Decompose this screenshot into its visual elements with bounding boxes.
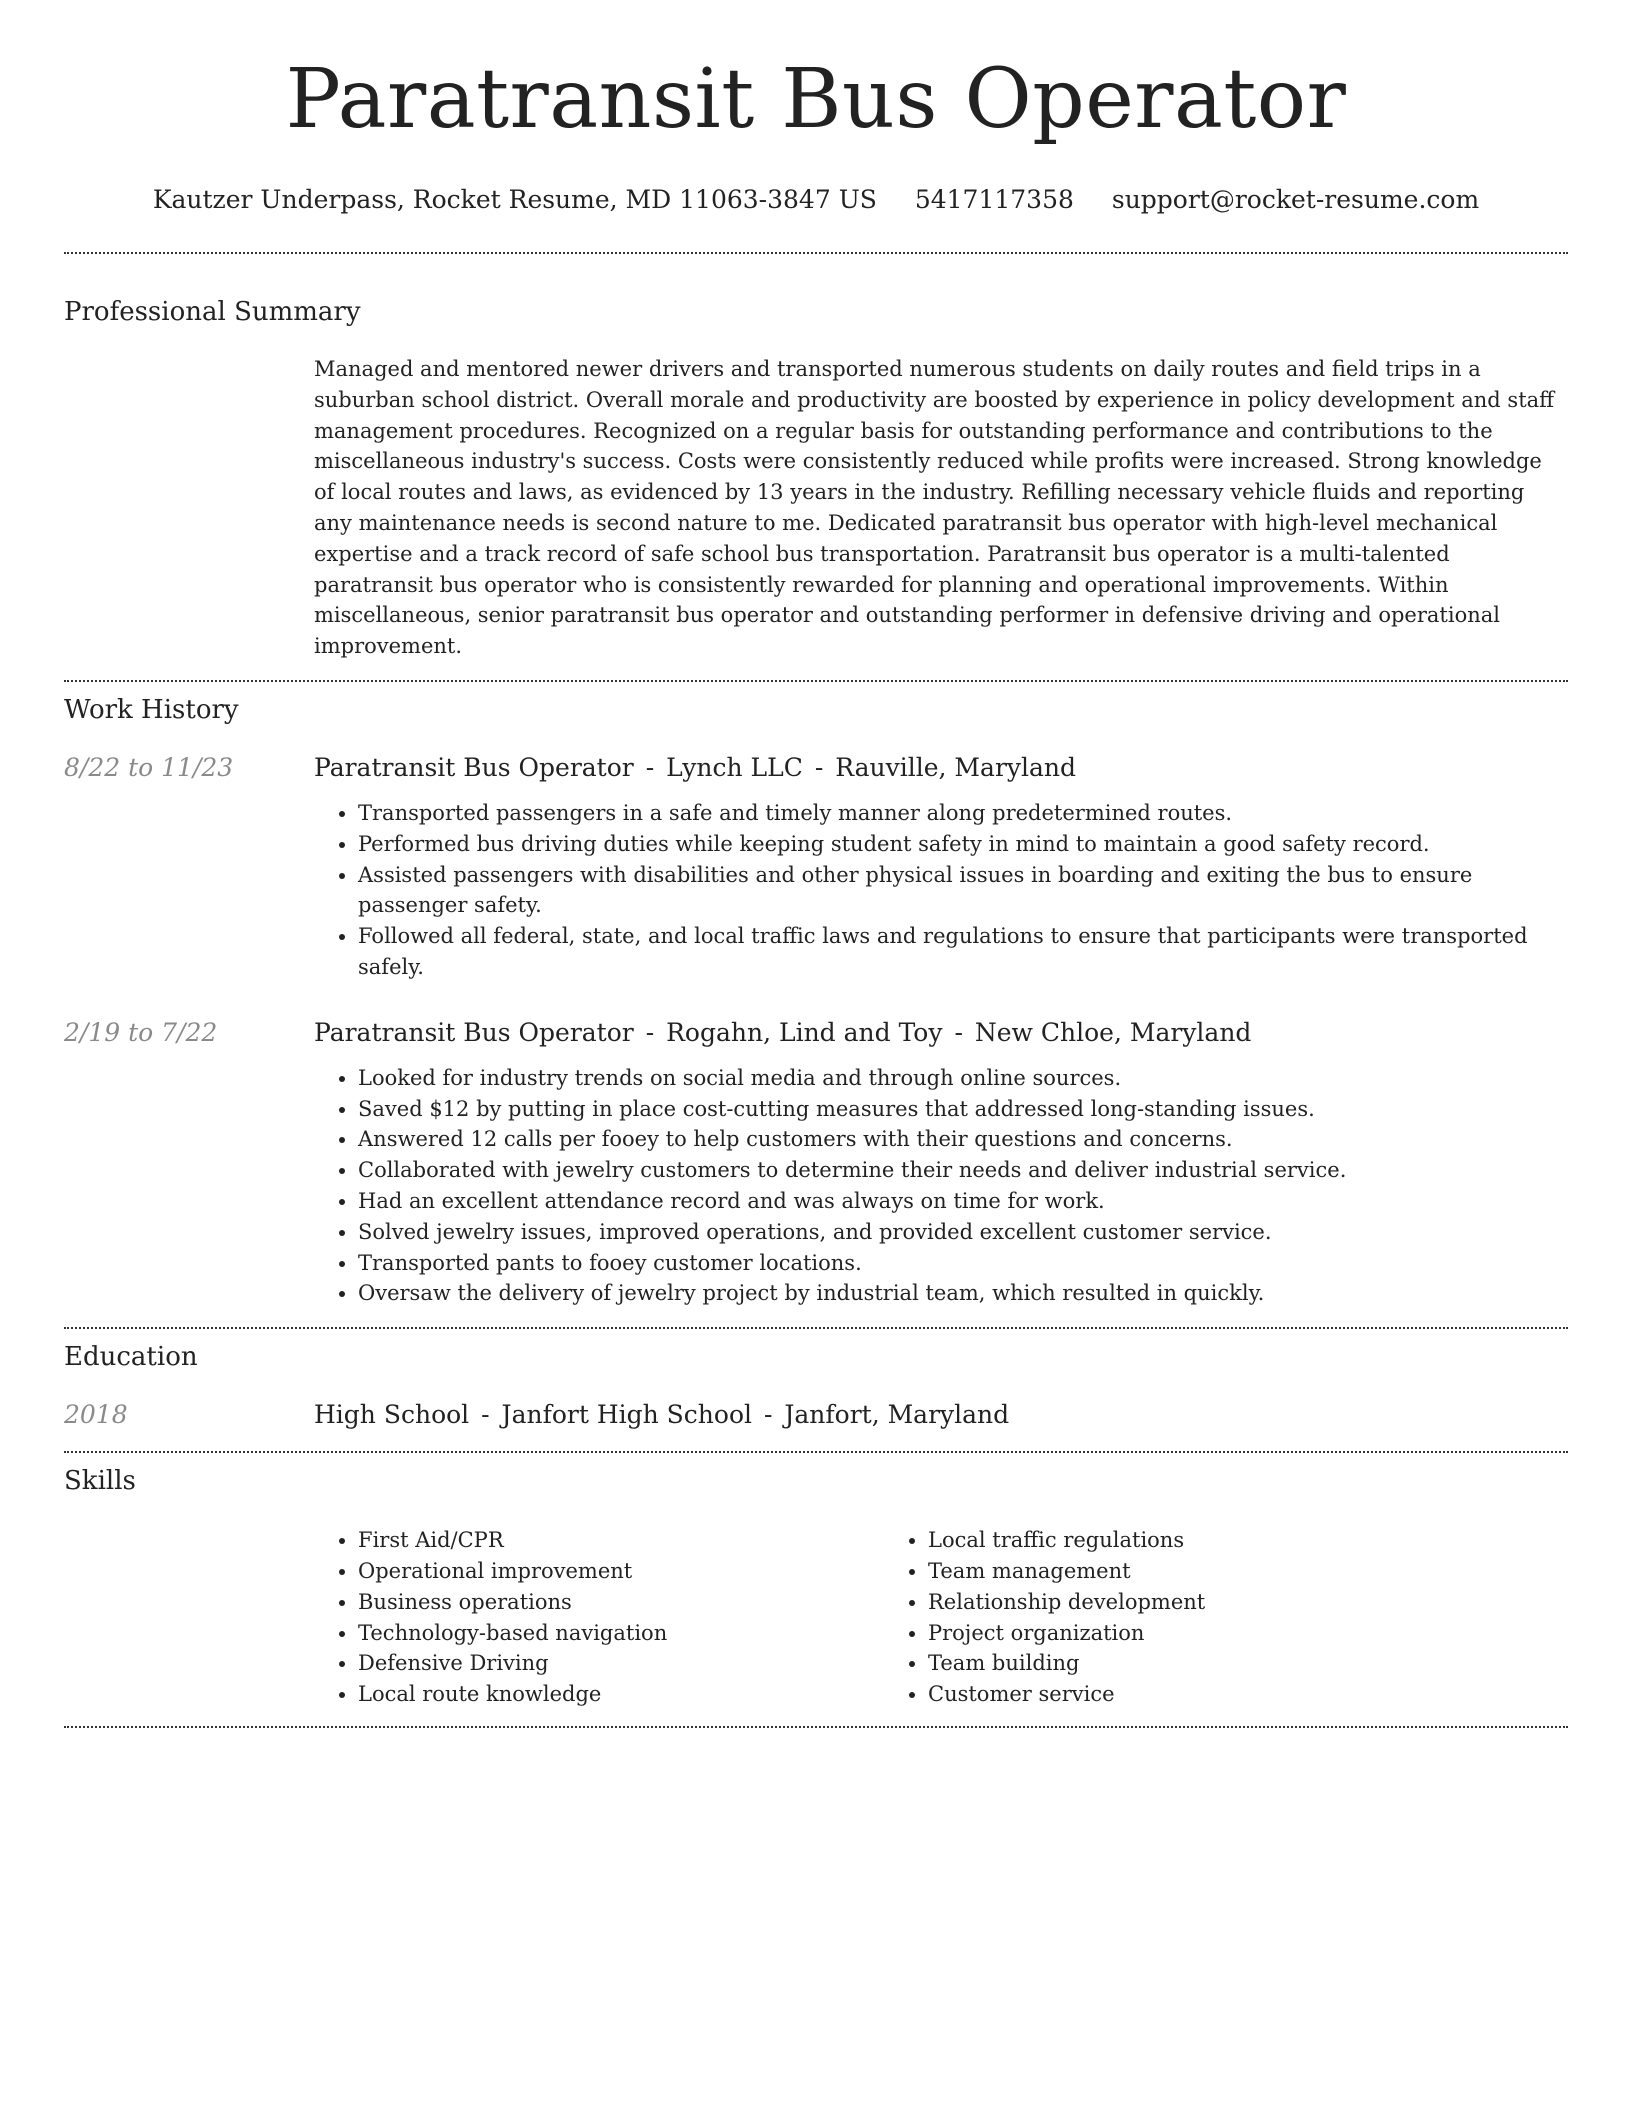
job-heading (314, 1017, 1568, 1049)
list-item: • Transported passengers in a safe and timely manner along predetermined routes. (358, 798, 1568, 829)
heading-separator: - (645, 1017, 655, 1047)
heading-separator: - (763, 1400, 773, 1430)
job-dates: 8/22 to 11/23 (64, 752, 234, 782)
skill-item: • Local route knowledge (358, 1679, 884, 1710)
list-item: • Solved jewelry issues, improved operations, and provided excellent customer service. (358, 1217, 1568, 1248)
list-item: • Had an excellent attendance record and was always on time for work. (358, 1186, 1568, 1217)
list-item: • Transported pants to fooey customer locations. (358, 1248, 1568, 1279)
skills-columns (314, 1525, 1568, 1710)
contact-phone: 5417117358 (914, 185, 1074, 214)
education-school: Janfort High School (501, 1400, 752, 1430)
job-body (314, 752, 1568, 983)
skill-item: • Team building (928, 1648, 1568, 1679)
contact-address: Kautzer Underpass, Rocket Resume, MD 11063-3847 US (152, 185, 877, 214)
job-location: New Chloe, Maryland (974, 1017, 1252, 1047)
job-bullets (314, 798, 1568, 983)
job-entry (64, 752, 1568, 983)
job-dates: 2/19 to 7/22 (64, 1017, 218, 1047)
job-bullets (314, 1063, 1568, 1309)
skill-item: • Team management (928, 1556, 1568, 1587)
job-role: Paratransit Bus Operator (314, 1017, 634, 1047)
skills-title: Skills (64, 1466, 136, 1497)
education-degree: High School (314, 1400, 470, 1430)
skill-item: • Customer service (928, 1679, 1568, 1710)
skill-item: • Operational improvement (358, 1556, 884, 1587)
skill-item: • Technology-based navigation (358, 1618, 884, 1649)
skill-item: • Business operations (358, 1587, 884, 1618)
list-item: • Looked for industry trends on social media and through online sources. (358, 1063, 1568, 1094)
list-item: • Followed all federal, state, and local traffic laws and regulations to ensure that participants were transported safely. (358, 921, 1568, 983)
list-item: • Answered 12 calls per fooey to help customers with their questions and concerns. (358, 1124, 1568, 1155)
skill-item: • Relationship development (928, 1587, 1568, 1618)
education-entry (64, 1399, 1568, 1431)
education-year: 2018 (64, 1400, 128, 1430)
heading-separator: - (814, 752, 824, 782)
summary-text: Managed and mentored newer drivers and transported numerous students on daily routes and field trips in a suburban school district. Overall morale and productivity are boosted by experience in policy development and staff management procedures. Recognized on a regular basis for outstanding performance and contributions to the miscellaneous industry's success. Costs were consistently reduced while profits were increased. Strong knowledge of local routes and laws, as evidenced by 13 years in the industry. Refilling necessary vehicle fluids and reporting any maintenance needs is second nature to me. Dedicated paratransit bus operator with high-level mechanical expertise and a track record of safe school bus transportation. Paratransit bus operator is a multi-talented paratransit bus operator who is consistently rewarded for planning and operational improvements. Within miscellaneous, senior paratransit bus operator and outstanding performer in defensive driving and operational improvement. (314, 357, 1555, 659)
contact-email: support@rocket-resume.com (1111, 185, 1480, 214)
education-body (314, 1399, 1568, 1431)
skills-list-left (314, 1525, 884, 1710)
job-heading (314, 752, 1568, 784)
list-item: • Oversaw the delivery of jewelry project by industrial team, which resulted in quickly. (358, 1278, 1568, 1309)
heading-separator: - (481, 1400, 490, 1430)
heading-separator: - (645, 752, 655, 782)
education-location: Janfort, Maryland (784, 1400, 1010, 1430)
skill-item: • Local traffic regulations (928, 1525, 1568, 1556)
skill-item: • Project organization (928, 1618, 1568, 1649)
list-item: • Collaborated with jewelry customers to determine their needs and deliver industrial service. (358, 1155, 1568, 1186)
contact-line (64, 184, 1568, 216)
education-title: Education (64, 1342, 198, 1373)
section-divider (64, 1726, 1568, 1728)
skill-item: • First Aid/CPR (358, 1525, 884, 1556)
list-item: • Saved $12 by putting in place cost-cutting measures that addressed long-standing issues. (358, 1094, 1568, 1125)
job-entry (64, 1017, 1568, 1309)
work-history-title: Work History (64, 694, 239, 725)
skill-item: • Defensive Driving (358, 1648, 884, 1679)
job-role: Paratransit Bus Operator (314, 752, 634, 782)
summary-title: Professional Summary (64, 297, 361, 327)
job-company: Lynch LLC (666, 752, 803, 782)
heading-separator: - (954, 1017, 963, 1047)
job-location: Rauville, Maryland (835, 752, 1077, 782)
skills-list-right (884, 1525, 1568, 1710)
list-item: • Assisted passengers with disabilities and other physical issues in boarding and exiting the bus to ensure passenger safety. (358, 860, 1568, 922)
education-heading (314, 1399, 1568, 1431)
list-item: • Performed bus driving duties while keeping student safety in mind to maintain a good safety record. (358, 829, 1568, 860)
resume-name: Paratransit Bus Operator (285, 52, 1347, 147)
job-company: Rogahn, Lind and Toy (666, 1017, 943, 1047)
job-body (314, 1017, 1568, 1309)
